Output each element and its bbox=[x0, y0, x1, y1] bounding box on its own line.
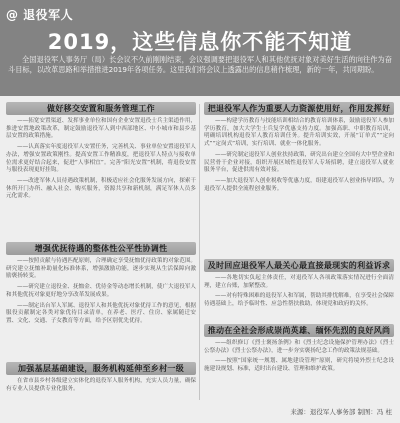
section-paragraph: ——组织修订《烈士褒扬条例》和《烈士纪念设施保护管理办法》《烈士公祭办法》《烈士公祭办法》，进一步夯实褒扬纪念工作的政策法规基础。 bbox=[204, 340, 394, 354]
page-title: 2019，这些信息你不能不知道 bbox=[47, 30, 353, 54]
section-tag: @ 退役军人 bbox=[6, 8, 74, 22]
section-paragraph: ——研究建立退役金、抚恤金、优待金等动态增长机制，使广大退役军人和其他优抚对象更好地分享改革发展成果。 bbox=[6, 284, 197, 298]
section-paragraph: ——改进军休人员待遇政策机制，积极适应社会化服务发展方向，探索干休所开门办所、融入社会、购买服务，资源共享和新机制，满足军休人员多元化需求。 bbox=[6, 177, 197, 200]
intro-paragraph: 全国退役军人事务厅（局）长会议不久前刚刚结束，会议强调要把退役军人和其他优抚对象对美好生活的向往作为奋斗目标，以改革思路和举措推进2019年各项任务。这里我们将会议上透露出的信息稍作梳理，新的一年，共同期盼。 bbox=[8, 55, 392, 75]
section-heading: 做好移交安置和服务管理工作 bbox=[6, 102, 196, 115]
column-divider bbox=[199, 104, 200, 400]
section-paragraph: ——认真落实年度退役军人安置任务，完善机关、事业单位安置退役军人办法，增强安置政策刚性。提高安置工作精准度，把退役军人特点与接收单位需求更好结合起来，促进“人事相宜”。完善“阳光安置”机制，将退役安置与服役表现更好挂钩。 bbox=[6, 144, 197, 174]
section-paragraph: ——按照“国家统一规划、属地建设管理”原则，研究将境外烈士纪念设施建设规划、标准，适时出台建设、管理和维护政策。 bbox=[204, 358, 394, 373]
section-paragraph: ——各地切实负起主体责任，对退役军人各项政策落实情况进行全面清理，建立台账，加紧整改。 bbox=[204, 275, 394, 289]
section-grassroots bbox=[6, 362, 196, 393]
source-credit: 来源：退役军人事务部 制图：冯 柱 bbox=[290, 408, 392, 416]
section-paragraph: ——构建学历教育与技能培训相结合的教育培训体系，鼓励退役军人参加学历教育，加大大学生士兵复学优惠支持力度。加强高职、中职教育培训，明确培训机构退役军人教育培训任务。提升培训实效，开展“订单式”“定向式”“定岗式”培训，实行培训、就业一体化服务。 bbox=[204, 118, 395, 148]
section-heading: 把退役军人作为重要人力资源使用好，作用发挥好 bbox=[204, 102, 394, 115]
section-interest-demands bbox=[204, 259, 394, 309]
section-heading: 加强基层基础建设，服务机构延伸至乡村一级 bbox=[6, 362, 196, 375]
section-heading: 及时回应退役军人最关心最直接最现实的利益诉求 bbox=[204, 259, 394, 272]
section-paragraph: ——拓宽安置渠道、发挥事业单位和国有企业安置退役士兵主渠道作用，推进安置地政策改革，制定鼓励退役军人到中西部地区、中小城市和县乡基层安置的政策措施。 bbox=[6, 118, 197, 140]
section-paragraph: ——制定出台军人军属、退役军人和其他优抚对象优待工作的意见，根据服役贡献制定各类对象优待目录清单，在养老、医疗、住房、家属随迁安置、文化、交通、子女教育等方面，给予区别优先优待。 bbox=[6, 302, 197, 324]
section-paragraph: 在省市县乡村各级建立实体化的退役军人服务机构，充实人员力量，确保有专业人员提供专业化服务。 bbox=[6, 378, 197, 392]
section-paragraph: ——按照贡献与待遇匹配原则，合理确定享受抚恤优待政策的对象范围。研究建立抚恤补助量化标准体系，增强激励功能，逐步实现从生活保障向激励褒扬转变。 bbox=[6, 258, 197, 280]
section-paragraph: ——对有特殊困难的退役军人和军属，帮助其排忧解难，在享受社会保障待遇基础上，给予临时性、应急性帮扶救助，体现党和政府的关怀。 bbox=[204, 293, 395, 308]
section-transfer-placement bbox=[6, 102, 196, 201]
section-heading: 增强优抚待遇的整体性公平性协调性 bbox=[6, 242, 196, 255]
section-paragraph: ——研究制定退役军人创业扶持政策，研究出台建立全国有大中型企业和民营骨干企业对接，组织开展区域性退役军人专场招聘，建立退役军人就业服务平台，促进供需有效对接。 bbox=[204, 151, 395, 174]
section-paragraph: ——加大退役军人创业税收等优惠力度，组建退役军人创业指导团队，为退役军人提供全流程创业服务。 bbox=[204, 177, 395, 192]
section-human-resources bbox=[204, 102, 394, 193]
section-heading: 推动在全社会形成崇尚英雄、缅怀先烈的良好风尚 bbox=[204, 324, 394, 337]
section-honor-heroes bbox=[204, 324, 394, 374]
section-preferential-treatment bbox=[6, 242, 196, 326]
